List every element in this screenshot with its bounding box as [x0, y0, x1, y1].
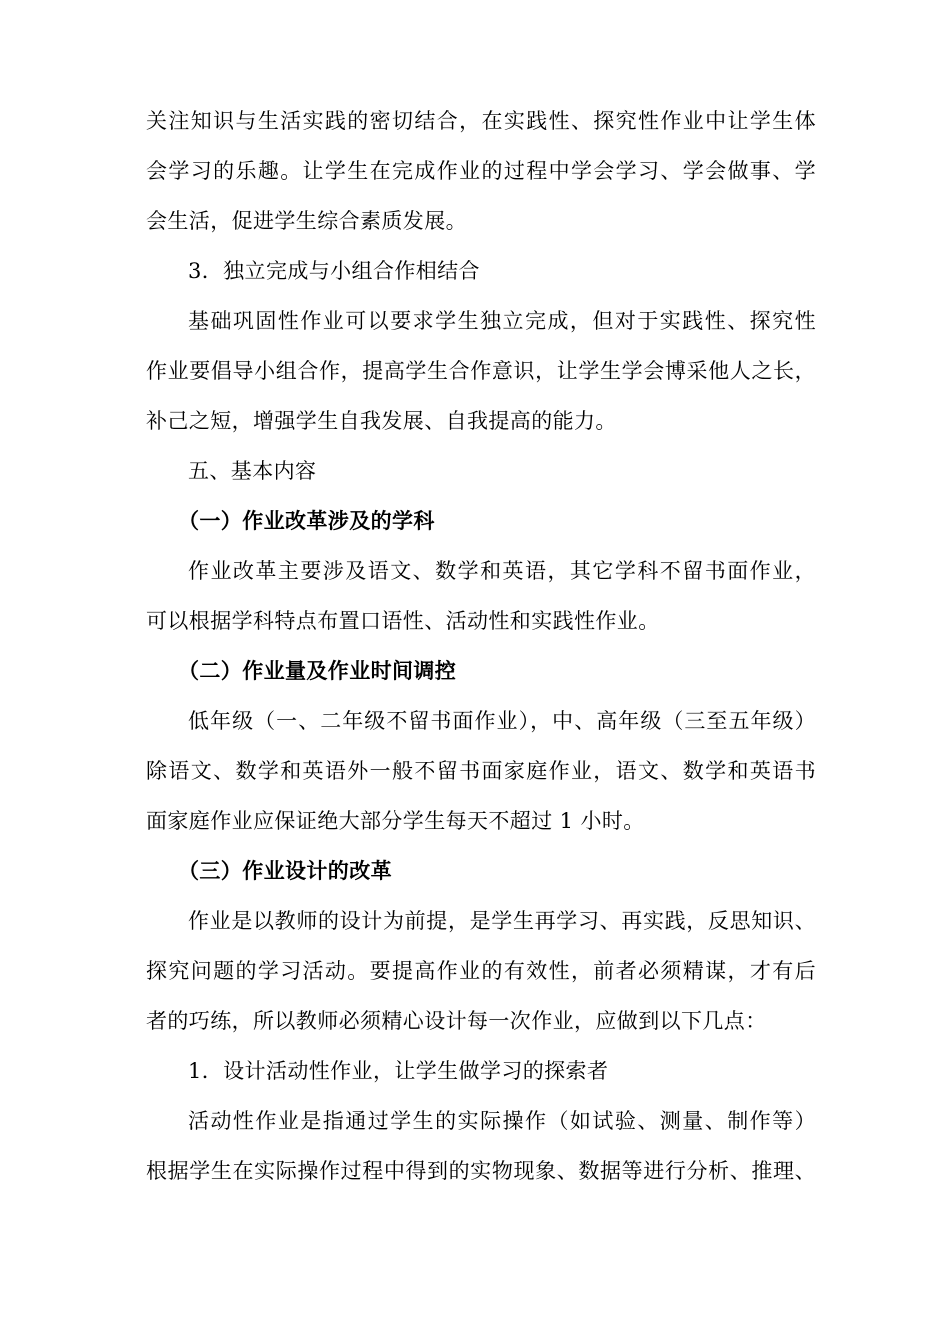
subheading-bold: （一）作业改革涉及的学科	[178, 509, 435, 533]
paragraph-line: 会生活，促进学生综合素质发展。	[146, 209, 467, 233]
paragraph-line: 探究问题的学习活动。要提高作业的有效性，前者必须精谋，才有后	[146, 959, 816, 983]
paragraph-line: 低年级（一、二年级不留书面作业），中、高年级（三至五年级）	[188, 709, 816, 733]
paragraph-line: 补己之短，增强学生自我发展、自我提高的能力。	[146, 409, 617, 433]
paragraph-line: 者的巧练，所以教师必须精心设计每一次作业，应做到以下几点：	[146, 1009, 767, 1033]
section-heading: 五、基本内容	[188, 459, 317, 483]
paragraph-line: 关注知识与生活实践的密切结合，在实践性、探究性作业中让学生体	[146, 109, 816, 133]
paragraph-line: 根据学生在实际操作过程中得到的实物现象、数据等进行分析、推理、	[146, 1159, 816, 1183]
subheading-bold: （三）作业设计的改革	[178, 859, 392, 883]
paragraph-line: 除语文、数学和英语外一般不留书面家庭作业，语文、数学和英语书	[146, 759, 816, 783]
paragraph-line: 活动性作业是指通过学生的实际操作（如试验、测量、制作等）	[188, 1109, 816, 1133]
subsection-heading: 3．独立完成与小组合作相结合	[188, 259, 480, 283]
paragraph-line: 面家庭作业应保证绝大部分学生每天不超过 1 小时。	[146, 809, 645, 833]
paragraph-line: 基础巩固性作业可以要求学生独立完成，但对于实践性、探究性	[188, 309, 816, 333]
subsection-heading: 1．设计活动性作业，让学生做学习的探索者	[188, 1059, 609, 1083]
paragraph-line: 作业改革主要涉及语文、数学和英语，其它学科不留书面作业，	[188, 559, 816, 583]
paragraph-line: 会学习的乐趣。让学生在完成作业的过程中学会学习、学会做事、学	[146, 159, 816, 183]
paragraph-line: 作业是以教师的设计为前提，是学生再学习、再实践，反思知识、	[188, 909, 816, 933]
paragraph-line: 可以根据学科特点布置口语性、活动性和实践性作业。	[146, 609, 660, 633]
paragraph-line: 作业要倡导小组合作，提高学生合作意识，让学生学会博采他人之长，	[146, 359, 816, 383]
subheading-bold: （二）作业量及作业时间调控	[178, 659, 457, 683]
